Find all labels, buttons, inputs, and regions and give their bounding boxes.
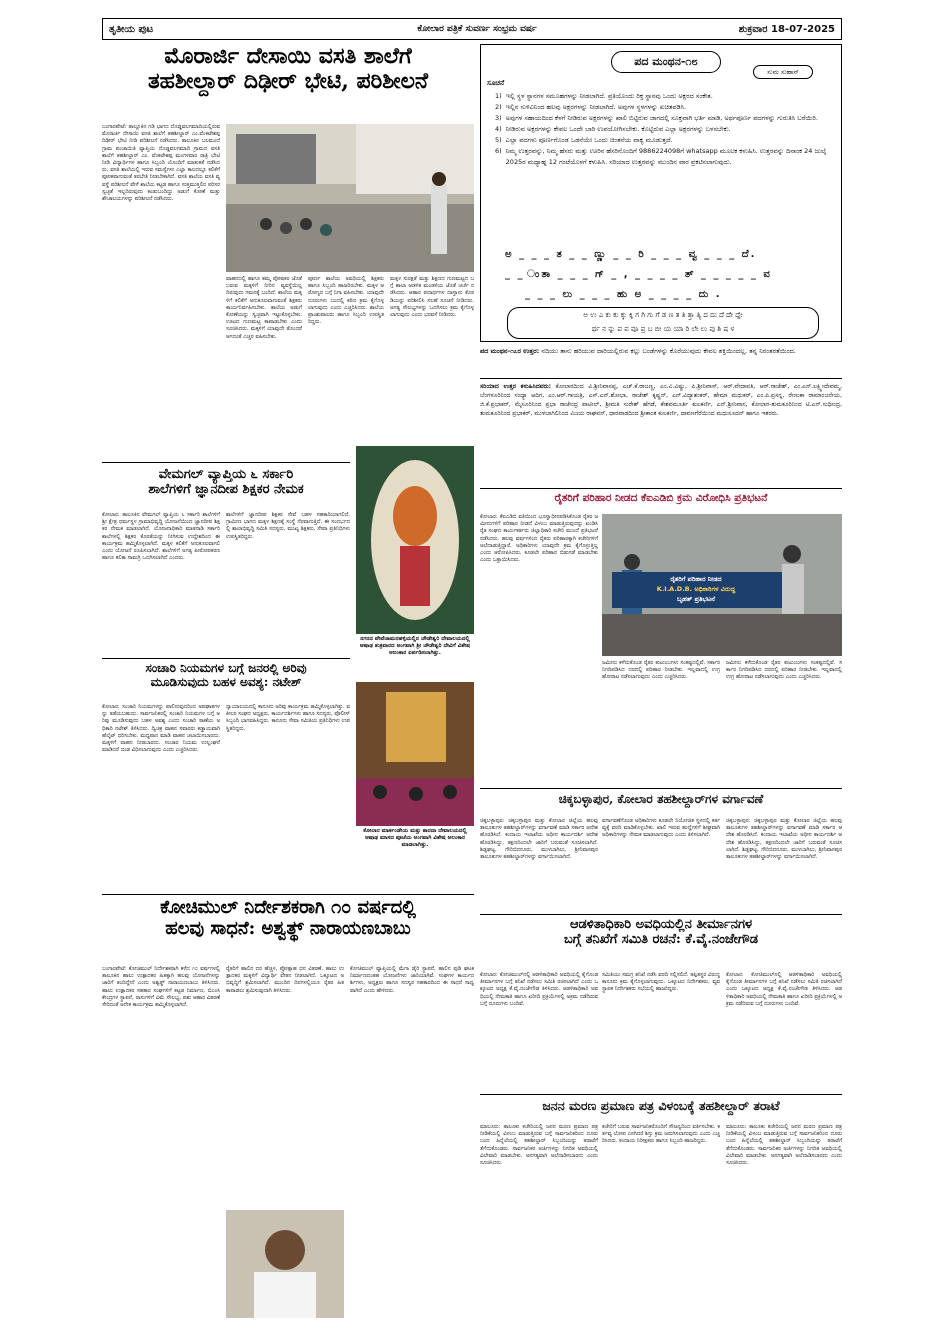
puzzle-box [480,44,842,342]
banner-line3: ಬೃಹತ್ ಪ್ರತಿಭಟನೆ [677,595,715,603]
lead-headline [102,44,474,120]
puzzle-grid-row3: _ _ _ ಲು _ _ _ ಹು ಅ _ _ _ _ ದು . [525,289,722,300]
chikka-body2: ವರ್ಗಾವಣೆಗೊಂಡ ಅಧಿಕಾರಿಗಳು ಕೂಡಲೇ ನಿಯೋಜಿತ ಸ್ಥಳದಲ್ಲಿ ಕರ್ತವ್ಯಕ್ಕೆ ವರದಿ ಮಾಡಿಕೊಳ್ಳಬೇಕು. ಖಾಲಿ ಇರುವ ಹುದ್ದೆಗಳಿಗೆ ಶೀಘ್ರವಾಗಿ ಅಧಿಕಾರಿಗಳನ್ನು ನೇಮಕ ಮಾಡಲಾಗುವುದು ಎಂದು ತಿಳಿಸಲಾಗಿದೆ. [602,818,720,839]
puzzle-rule: 6) ನಿಮ್ಮ ಉತ್ತರವನ್ನು, ನಿಮ್ಮ ಹೆಸರು ಮತ್ತು ಊರಿನ ಹೆಸರಿನೊಂದಿಗೆ 9886224098ಗೆ whatsapp ಮೂಲಕ ಕಳುಹಿಸಿ. ಉತ್ತರವನ್ನು ದಿನಾಂಕ 24 ಜುಲೈ 2025ರ ಮಧ್ಯಾಹ್ನ 12 ಗಂಟೆಯೊಳಗೆ ಕಳುಹಿಸಿ. ಸರಿಯಾದ ಉತ್ತರವನ್ನು ಮುಂದಿನ ವಾರ ಪ್ರಕಟಿಸಲಾಗುವುದು. [495,147,827,166]
chikka-title: ಚಿಕ್ಕಬಳ್ಳಾಪುರ, ಕೋಲಾರ ತಹಶೀಲ್ದಾರ್‌ಗಳ ವರ್ಗಾವಣೆ [558,792,764,806]
farmers-body: ಕೋಲಾರ: ಕೆಐಎಡಿಬಿ ವತಿಯಿಂದ ಭೂಸ್ವಾಧೀನಪಡಿಸಿಕೊಂಡ ರೈತರ ಜಮೀನುಗಳಿಗೆ ಪರಿಹಾರ ನೀಡದೆ ವಿಳಂಬ ಮಾಡುತ್ತಿರುವುದನ್ನು ಖಂಡಿಸಿ ರೈತ ಸಂಘದ ಕಾರ್ಯಕರ್ತರು ಜಿಲ್ಲಾಧಿಕಾರಿ ಕಚೇರಿ ಮುಂದೆ ಪ್ರತಿಭಟನೆ ನಡೆಸಿದರು. ಹಲವು ವರ್ಷಗಳಿಂದ ರೈತರು ಪರಿಹಾರಕ್ಕಾಗಿ ಕಚೇರಿಗಳಿಗೆ ಅಲೆದಾಡುತ್ತಿದ್ದಾರೆ. ಅಧಿಕಾರಿಗಳು ಯಾವುದೇ ಕ್ರಮ ಕೈಗೊಳ್ಳುತ್ತಿಲ್ಲ ಎಂದು ಆರೋಪಿಸಿದರು. ಕೂಡಲೇ ಪರಿಹಾರ ಬಿಡುಗಡೆ ಮಾಡಬೇಕು ಎಂದು ಒತ್ತಾಯಿಸಿದರು. [480,514,598,564]
lead-body-col2: ವಾಹನದಲ್ಲಿ ಹಾಗೂ ತಮ್ಮ ಪೋಷಕರ ಜೊತೆ ಬರುವ ಮಕ್ಕಳಿಗೆ ನೀರಿನ ವ್ಯವಸ್ಥೆಯಿಲ್ಲದಿರುವುದು ಗಮನಕ್ಕೆ ಬಂದಿದೆ. ಶಾಲೆಯ ಮಕ್ಕಳಿಗೆ ಕಲಿಕೆಗೆ ಅನುಕೂಲವಾಗುವಂತೆ ಶಿಕ್ಷಕರು ಕಾರ್ಯನಿರ್ವಹಿಸಬೇಕು. ಶಾಲೆಯ ಅಡುಗೆ ಕೋಣೆಯನ್ನು ಸ್ವಚ್ಛವಾಗಿ ಇಟ್ಟುಕೊಳ್ಳಬೇಕು. ಊಟದ ಗುಣಮಟ್ಟ ಕಾಪಾಡಬೇಕು ಎಂದು ಸೂಚಿಸಿದರು. ಮಕ್ಕಳಿಗೆ ಯಾವುದೇ ತೊಂದರೆ ಆಗದಂತೆ ಎಚ್ಚರ ವಹಿಸಬೇಕು. [226,276,302,340]
lead-title-line2: ತಹಶೀಲ್ದಾರ್ ದಿಢೀರ್ ಭೇಟಿ, ಪರಿಶೀಲನೆ [148,68,428,95]
puzzle-rule: 3) ಅವುಗಳ ಸಹಾಯದಿಂದ ಕೆಳಗೆ ನೀಡಿರುವ ಅಕ್ಷರಗಳನ್ನು ಖಾಲಿ ಬಿಟ್ಟಿರುವ ಜಾಗದಲ್ಲಿ ಸೂಕ್ತವಾಗಿ ಭರ್ತಿ ಮಾಡಿ, ಅರ್ಥಪೂರ್ಣ ಪದಗಳನ್ನು ಗುರುತಿಸಿ ಬರೆಯಿರಿ. [495,114,818,122]
lead-photo [226,124,474,272]
adalita-title-line2: ಬಗ್ಗೆ ತನಿಖೆಗೆ ಸಮಿತಿ ರಚನೆ: ಕೆ.ವೈ.ನಂಜೇಗೌಡ [564,931,758,947]
puzzle-grid-row1: ಅ _ _ _ ತ _ _ ಣ್ಣು _ _ ರಿ _ _ _ ವ್ವ _ _ _ ದೆ. [505,249,757,260]
temple-photo [356,446,474,634]
school-visit-photo-icon [226,124,474,272]
adalita-body: ಕೋಲಾರ: ಕೋಚಿಮುಲ್‌ನಲ್ಲಿ ಆಡಳಿತಾಧಿಕಾರಿ ಅವಧಿಯಲ್ಲಿ ಕೈಗೊಂಡ ತೀರ್ಮಾನಗಳ ಬಗ್ಗೆ ತನಿಖೆ ನಡೆಸಲು ಸಮಿತಿ ರಚಿಸಲಾಗಿದೆ ಎಂದು ಒಕ್ಕೂಟದ ಅಧ್ಯಕ್ಷ ಕೆ.ವೈ.ನಂಜೇಗೌಡ ತಿಳಿಸಿದರು. ಆಡಳಿತಾಧಿಕಾರಿ ಅವಧಿಯಲ್ಲಿ ನೇಮಕಾತಿ ಹಾಗೂ ಖರೀದಿ ಪ್ರಕ್ರಿಯೆಗಳಲ್ಲಿ ಅಕ್ರಮ ನಡೆದಿರುವ ಬಗ್ಗೆ ದೂರುಗಳು ಬಂದಿವೆ. [480,972,598,1007]
sanchari-body2: ನ್ಯಾಯಾಲಯದಲ್ಲಿ ಕಾನೂನು ಅರಿವು ಕಾರ್ಯಕ್ರಮ ಹಮ್ಮಿಕೊಳ್ಳಲಾಗಿತ್ತು. ವಕೀಲರ ಸಂಘದ ಅಧ್ಯಕ್ಷರು, ಕಾರ್ಯದರ್ಶಿಗಳು ಹಾಗೂ ಸದಸ್ಯರು, ಪೊಲೀಸ್ ಸಿಬ್ಬಂದಿ ಭಾಗವಹಿಸಿದ್ದರು. ಕಾನೂನು ಸೇವಾ ಸಮಿತಿಯ ಪ್ರತಿನಿಧಿಗಳು ಉಪಸ್ಥಿತರಿದ್ದರು. [226,704,350,732]
puzzle-notes-label: ಸೂಚನೆ [487,79,505,87]
vemagal-title-line1: ವೇಮಗಲ್ ವ್ಯಾಪ್ತಿಯ ೬ ಸರ್ಕಾರಿ [158,467,294,482]
adalita-title-line1: ಆಡಳಿತಾಧಿಕಾರಿ ಅವಧಿಯಲ್ಲಿನ ತೀರ್ಮಾನಗಳ [569,917,753,932]
sanchari-title-line2: ಮೂಡಿಸುವುದು ಬಹಳ ಅವಶ್ಯ: ನಟೇಶ್ [150,674,302,689]
puzzle-rule: 5) ಎಲ್ಲಾ ಪದಗಳು ಪೂರ್ಣಗೊಂಡ ಒಡನೆಯೇ ಒಂದು ಚಿಂತನೆಯ ವಾಕ್ಯ ಮೂಡುತ್ತದೆ. [495,136,673,144]
temple-caption: ನಗರದ ಪೇಟೆಚಾಮನಹಳ್ಳಿಯಲ್ಲಿನ ಚೌಡೇಶ್ವರಿ ದೇವಾಲಯದಲ್ಲಿ ಆಷಾಢ ಶುಕ್ರವಾರದ ಅಂಗವಾಗಿ ಶ್ರೀ ಚೌಡೇಶ್ವರಿ ದೇವಿಗೆ ವಿಶೇಷ ಅಲಂಕಾರ ಏರ್ಪಡಿಸಲಾಗಿತ್ತು. [359,636,471,656]
page-header [102,18,842,40]
adalita-body3: ಕೋಲಾರ: ಕೋಚಿಮುಲ್‌ನಲ್ಲಿ ಆಡಳಿತಾಧಿಕಾರಿ ಅವಧಿಯಲ್ಲಿ ಕೈಗೊಂಡ ತೀರ್ಮಾನಗಳ ಬಗ್ಗೆ ತನಿಖೆ ನಡೆಸಲು ಸಮಿತಿ ರಚಿಸಲಾಗಿದೆ ಎಂದು ಒಕ್ಕೂಟದ ಅಧ್ಯಕ್ಷ ಕೆ.ವೈ.ನಂಜೇಗೌಡ ತಿಳಿಸಿದರು. ಆಡಳಿತಾಧಿಕಾರಿ ಅವಧಿಯಲ್ಲಿ ನೇಮಕಾತಿ ಹಾಗೂ ಖರೀದಿ ಪ್ರಕ್ರಿಯೆಗಳಲ್ಲಿ ಅಕ್ರಮ ನಡೆದಿರುವ ಬಗ್ಗೆ ದೂರುಗಳು ಬಂದಿವೆ. [726,972,842,1007]
banner-line1: ರೈತರಿಗೆ ಪರಿಹಾರ ನೀಡದ [670,575,722,583]
paper-tagline: ಕೋಲಾರ ಪತ್ರಿಕೆ ಸುವರ್ಣ ಸಂಭ್ರಮ ವರ್ಷ [417,24,537,34]
adalita-body2: ಸಮಿತಿಯು ಸಮಗ್ರ ತನಿಖೆ ನಡೆಸಿ ವರದಿ ಸಲ್ಲಿಸಲಿದೆ. ತಪ್ಪಿತಸ್ಥರ ವಿರುದ್ಧ ಕಾನೂನು ಕ್ರಮ ಕೈಗೊಳ್ಳಲಾಗುವುದು. ಒಕ್ಕೂಟದ ನಿರ್ದೇಶಕರು, ವ್ಯವಸ್ಥಾಪಕ ನಿರ್ದೇಶಕರು ಸಭೆಯಲ್ಲಿ ಹಾಜರಿದ್ದರು. [602,972,720,993]
janana-body: ಮಾಲೂರು: ತಾಲೂಕು ಕಚೇರಿಯಲ್ಲಿ ಜನನ ಮರಣ ಪ್ರಮಾಣ ಪತ್ರ ನೀಡಿಕೆಯಲ್ಲಿ ವಿಳಂಬ ಮಾಡುತ್ತಿರುವ ಬಗ್ಗೆ ಸಾರ್ವಜನಿಕರಿಂದ ದೂರು ಬಂದ ಹಿನ್ನೆಲೆಯಲ್ಲಿ ತಹಶೀಲ್ದಾರ್ ಸಿಬ್ಬಂದಿಯನ್ನು ತರಾಟೆಗೆ ತೆಗೆದುಕೊಂಡರು. ಸಾರ್ವಜನಿಕರ ಅರ್ಜಿಗಳನ್ನು ನಿಗದಿತ ಅವಧಿಯಲ್ಲಿ ವಿಲೇವಾರಿ ಮಾಡಬೇಕು. ಅನಗತ್ಯವಾಗಿ ಅಲೆದಾಡಿಸಬಾರದು ಎಂದು ಸೂಚಿಸಿದರು. [480,1124,598,1167]
chikka-body: ಚಿಕ್ಕಬಳ್ಳಾಪುರ: ಚಿಕ್ಕಬಳ್ಳಾಪುರ ಮತ್ತು ಕೋಲಾರ ಜಿಲ್ಲೆಯ ಹಲವು ತಾಲೂಕುಗಳ ತಹಶೀಲ್ದಾರ್‌ಗಳನ್ನು ವರ್ಗಾವಣೆ ಮಾಡಿ ಸರ್ಕಾರ ಆದೇಶ ಹೊರಡಿಸಿದೆ. ಕಂದಾಯ ಇಲಾಖೆಯ ಅಧೀನ ಕಾರ್ಯದರ್ಶಿ ಆದೇಶ ಹೊರಡಿಸಿದ್ದು, ತಕ್ಷಣದಿಂದಲೇ ಜಾರಿಗೆ ಬರುವಂತೆ ಸೂಚಿಸಲಾಗಿದೆ. ಶಿಡ್ಲಘಟ್ಟ, ಗೌರಿಬಿದನೂರು, ಮುಳಬಾಗಿಲು, ಶ್ರೀನಿವಾಸಪುರ ತಾಲೂಕುಗಳ ತಹಶೀಲ್ದಾರ್‌ಗಳನ್ನು ವರ್ಗಾಯಿಸಲಾಗಿದೆ. [480,818,598,861]
portrait-icon [226,1210,344,1318]
janana-body3: ಮಾಲೂರು: ತಾಲೂಕು ಕಚೇರಿಯಲ್ಲಿ ಜನನ ಮರಣ ಪ್ರಮಾಣ ಪತ್ರ ನೀಡಿಕೆಯಲ್ಲಿ ವಿಳಂಬ ಮಾಡುತ್ತಿರುವ ಬಗ್ಗೆ ಸಾರ್ವಜನಿಕರಿಂದ ದೂರು ಬಂದ ಹಿನ್ನೆಲೆಯಲ್ಲಿ ತಹಶೀಲ್ದಾರ್ ಸಿಬ್ಬಂದಿಯನ್ನು ತರಾಟೆಗೆ ತೆಗೆದುಕೊಂಡರು. ಸಾರ್ವಜನಿಕರ ಅರ್ಜಿಗಳನ್ನು ನಿಗದಿತ ಅವಧಿಯಲ್ಲಿ ವಿಲೇವಾರಿ ಮಾಡಬೇಕು. ಅನಗತ್ಯವಾಗಿ ಅಲೆದಾಡಿಸಬಾರದು ಎಂದು ಸೂಚಿಸಿದರು. [726,1124,842,1167]
puzzle-title: ಪದ ಮಂಥನ-೧೮ [611,51,721,73]
puzzle-letters-row2: ರ್ಥ ನ ನ್ನು ಪ ಪ ವೂ ಪ್ರ ಬ ಬೀ ಯ ಯಾ ರಿ ಲೇ ಲು ವು ಶಿ ಷ ಳ [591,325,735,333]
winners-label: ಸರಿಯಾದ ಉತ್ತರ ಕಳುಹಿಸಿದವರು: [480,383,552,390]
lead-body-col3: ಪೂರ್ಣ ಶಾಲೆಯ ಅವಧಿಯಲ್ಲಿ ಶಿಕ್ಷಕರು ಹಾಗೂ ಸಿಬ್ಬಂದಿ ಹಾಜರಿರಬೇಕು. ಮಕ್ಕಳ ಆರೋಗ್ಯದ ಬಗ್ಗೆ ನಿಗಾ ವಹಿಸಬೇಕು. ಯಾವುದೇ ದೂರುಗಳು ಬಂದಲ್ಲಿ ಕಠಿಣ ಕ್ರಮ ಕೈಗೊಳ್ಳಲಾಗುವುದು ಎಂದು ಎಚ್ಚರಿಸಿದರು. ಶಾಲೆಯ ಪ್ರಾಂಶುಪಾಲರು ಹಾಗೂ ಸಿಬ್ಬಂದಿ ಉಪಸ್ಥಿತರಿದ್ದರು. [308,276,384,326]
puzzle-rule: 4) ನೀಡಿರುವ ಅಕ್ಷರಗಳನ್ನು ಕೇವಲ ಒಂದೇ ಬಾರಿ ಉಪಯೋಗಿಸಬೇಕು. ಕೊಟ್ಟಿರುವ ಎಲ್ಲಾ ಅಕ್ಷರಗಳನ್ನು ಬಳಸಬೇಕು. [495,125,731,133]
puzzle-letters [507,307,819,339]
vemagal-body-b: ಶಾಲೆಗಳಿಗೆ ಜ್ಞಾನದೀಪ ಶಿಕ್ಷಕರ ಸೇವೆ ಬಹಳ ಸಹಕಾರಿಯಾಗಲಿದೆ. ಗ್ರಾಮೀಣ ಭಾಗದ ಮಕ್ಕಳ ಶಿಕ್ಷಣಕ್ಕೆ ಸಂಸ್ಥೆ ನೆರವಾಗುತ್ತಿದೆ. ಈ ಸಂದರ್ಭದಲ್ಲಿ ಶಾಲಾಭಿವೃದ್ಧಿ ಸಮಿತಿ ಸದಸ್ಯರು, ಮುಖ್ಯ ಶಿಕ್ಷಕರು, ಸೇವಾ ಪ್ರತಿನಿಧಿಗಳು ಉಪಸ್ಥಿತರಿದ್ದರು. [226,512,350,540]
prev-answer [480,346,842,376]
janana-body2: ಕಚೇರಿಗೆ ಬರುವ ಸಾರ್ವಜನಿಕರೊಂದಿಗೆ ಸೌಜನ್ಯದಿಂದ ವರ್ತಿಸಬೇಕು. ಕರ್ತವ್ಯ ಲೋಪ ಎಸಗಿದರೆ ಶಿಸ್ತು ಕ್ರಮ ಜರುಗಿಸಲಾಗುವುದು ಎಂದು ಎಚ್ಚರಿಸಿದರು. ಕಂದಾಯ ನಿರೀಕ್ಷಕರು ಹಾಗೂ ಸಿಬ್ಬಂದಿ ಹಾಜರಿದ್ದರು. [602,1124,720,1145]
puja-photo [356,682,474,826]
farmers-photo [602,514,842,656]
temple-puja-icon [356,682,474,826]
lead-body-col4: ಮಕ್ಕಳ ಸುರಕ್ಷತೆ ಮತ್ತು ಶಿಕ್ಷಣದ ಗುಣಮಟ್ಟದ ಬಗ್ಗೆ ಶಾಲಾ ಆಡಳಿತ ಮಂಡಳಿಯ ಜೊತೆ ಚರ್ಚೆ ನಡೆಸಿದರು. ಆಹಾರ ಪದಾರ್ಥಗಳ ದಾಸ್ತಾನು ಕೊಠಡಿಯನ್ನು ಪರಿಶೀಲಿಸಿ ಸಲಹೆ ಸೂಚನೆ ನೀಡಿದರು. ಅಗತ್ಯ ಸೌಲಭ್ಯಗಳನ್ನು ಒದಗಿಸಲು ಕ್ರಮ ಕೈಗೊಳ್ಳಲಾಗುವುದು ಎಂದು ಭರವಸೆ ನೀಡಿದರು. [390,276,474,319]
koti-title-line1: ಕೋಚಿಮುಲ್ ನಿರ್ದೇಶಕರಾಗಿ ೧೦ ವರ್ಷದಲ್ಲಿ [160,897,416,918]
koti-body-a: ಬಂಗಾರಪೇಟೆ: ಕೋಚಿಮುಲ್ ನಿರ್ದೇಶಕರಾಗಿ ಕಳೆದ ೧೦ ವರ್ಷಗಳಲ್ಲಿ ತಾಲೂಕಿನ ಹಾಲು ಉತ್ಪಾದಕರ ಹಿತಕ್ಕಾಗಿ ಹಲವು ಯೋಜನೆಗಳನ್ನು ಜಾರಿಗೆ ತಂದಿದ್ದೇನೆ ಎಂದು ಅಶ್ವತ್ಥ್ ನಾರಾಯಣಬಾಬು ತಿಳಿಸಿದರು. ಹಾಲು ಉತ್ಪಾದಕರ ಸಹಕಾರ ಸಂಘಗಳಿಗೆ ಕಟ್ಟಡ ನಿರ್ಮಾಣ, ಬಿಎಂಸಿ ಕೇಂದ್ರಗಳ ಸ್ಥಾಪನೆ, ರಾಸುಗಳಿಗೆ ವಿಮೆ ಸೌಲಭ್ಯ, ಪಶು ಆಹಾರ ವಿತರಣೆ ಸೇರಿದಂತೆ ಅನೇಕ ಕಾರ್ಯಕ್ರಮ ಹಮ್ಮಿಕೊಳ್ಳಲಾಗಿದೆ. [102,966,220,1009]
lead-body-col1: ಬಂಗಾರಪೇಟೆ: ತಾಲ್ಲೂಕಿನ ಗಡಿ ಭಾಗದ ದೊಡ್ಡವಲಗಮಾದಿಯಲ್ಲಿರುವ ಮೊರಾರ್ಜಿ ದೇಸಾಯಿ ವಸತಿ ಶಾಲೆಗೆ ತಹಶೀಲ್ದಾರ್ ಎಂ.ವೆಂಕಟೇಶಪ್ಪ ದಿಢೀರ್ ಭೇಟಿ ನೀಡಿ ಪರಿಶೀಲನೆ ನಡೆಸಿದರು. ತಾಲೂಕಿನ ಬಲಮಂದೆ ಗ್ರಾಮ ಪಂಚಾಯಿತಿ ವ್ಯಾಪ್ತಿಯ ದೊಡ್ಡವಲಗಮಾದಿ ಗ್ರಾಮದ ವಸತಿ ಶಾಲೆಗೆ ತಹಶೀಲ್ದಾರ್ ಎಂ. ವೆಂಕಟೇಶಪ್ಪ ಮಂಗಳವಾರ ರಾತ್ರಿ ಭೇಟಿ ನೀಡಿ ವಿದ್ಯಾರ್ಥಿಗಳ ಹಾಗೂ ಸಿಬ್ಬಂದಿ ಯೊಂದಿಗೆ ಮಾತುಕತೆ ನಡೆಸಿದರು. ವಸತಿ ಶಾಲೆಯಲ್ಲಿ ಇರುವ ಸಮಸ್ಯೆಗಳು ಎಲ್ಲಾ ಕಾಲದಲ್ಲೂ ಕಲಿಕೆಗೆ ಪೂರಕವಾಗುವಂತೆ ತರಬೇತಿ ನೀಡಬೇಕಾಗಿದೆ. ವಸತಿ ಶಾಲೆಯ ವಸತಿ ವ್ಯವಸ್ಥೆ ಪರಿಶೀಲನೆ ವೇಳೆ ಶಾಲೆಯ ಕಟ್ಟಡ ಹಾಗೂ ಸುತ್ತಮುತ್ತಲಿನ ಪರಿಸರ ಸ್ವಚ್ಛತೆ ಇಲ್ಲದಿರುವುದು ಕಂಡುಬಂದಿದ್ದು ಅಡುಗೆ ಕೋಣೆ ಮತ್ತು ಶೌಚಾಲಯಗಳನ್ನು ಪರಿಶೀಲನೆ ನಡೆಸಿದರು. [102,124,220,203]
page-label: ತೃತೀಯ ಪುಟ [109,23,154,35]
protest-banner [616,574,776,604]
prev-answer-text: ನದಿಯು ತಾನು ಹರಿಯುವ ದಾರಿಯಲ್ಲಿರುವ ಕಲ್ಲು ಬಂಡೆಗಳನ್ನು ಕೊರೆಯುವುದು ಕೇವಲ ಶಕ್ತಿಯಿಂದಲ್ಲ, ತನ್ನ ನಿರಂತರತೆಯಿಂದ. [541,347,796,355]
sanchari-headline [102,662,350,700]
sanchari-body: ಕೋಲಾರ: ಸಂಚಾರಿ ನಿಯಮಗಳನ್ನು ಪಾಲಿಸುವುದರಿಂದ ಅಪಘಾತಗಳನ್ನು ತಡೆಯಬಹುದು. ಸಾರ್ವಜನಿಕರಲ್ಲಿ ಸಂಚಾರಿ ನಿಯಮಗಳ ಬಗ್ಗೆ ಅರಿವು ಮೂಡಿಸುವುದು ಬಹಳ ಅವಶ್ಯ ಎಂದು ಸಂಚಾರಿ ಠಾಣೆಯ ಅಧಿಕಾರಿ ನಟೇಶ್ ತಿಳಿಸಿದರು. ದ್ವಿಚಕ್ರ ವಾಹನ ಸವಾರರು ಕಡ್ಡಾಯವಾಗಿ ಹೆಲ್ಮೆಟ್ ಧರಿಸಬೇಕು. ಮಧ್ಯಪಾನ ಮಾಡಿ ವಾಹನ ಚಲಾಯಿಸಬಾರದು. ಮಕ್ಕಳಿಗೆ ವಾಹನ ನೀಡಬಾರದು. ಸಂಚಾರ ನಿಯಮ ಉಲ್ಲಂಘನೆ ಮಾಡಿದರೆ ದಂಡ ವಿಧಿಸಲಾಗುವುದು ಎಂದು ಎಚ್ಚರಿಸಿದರು. [102,704,220,754]
koti-body-c: ಕೋಚಿಮುಲ್ ವ್ಯಾಪ್ತಿಯಲ್ಲಿ ಮೆಗಾ ಡೈರಿ ಸ್ಥಾಪನೆ, ಹಾಲಿನ ಪುಡಿ ಘಟಕ ನಿರ್ಮಾಣದಂತಹ ಯೋಜನೆಗಳು ಜಾರಿಯಾಗಿವೆ. ಸಂಘಗಳ ಕಾರ್ಯದರ್ಶಿಗಳು, ಅಧ್ಯಕ್ಷರು ಹಾಗೂ ಸದಸ್ಯರ ಸಹಕಾರದಿಂದ ಈ ಸಾಧನೆ ಸಾಧ್ಯವಾಗಿದೆ ಎಂದು ಹೇಳಿದರು. [350,966,474,994]
koti-photo [226,1210,344,1318]
koti-title-line2: ಹಲವು ಸಾಧನೆ: ಅಶ್ವತ್ಥ್ ನಾರಾಯಣಬಾಬು [165,917,411,939]
page-date: ಶುಕ್ರವಾರ 18-07-2025 [738,23,835,35]
puzzle-rule: 2) ಇಲ್ಲಿನ ಸುಳಿವಿನಿಂದ ಹಲವು ಅಕ್ಷರಗಳನ್ನು ನೀಡಲಾಗಿದೆ. ಅವುಗಳ ಸ್ಥಳಗಳನ್ನು ಖಚಿತಪಡಿಸಿ. [495,103,687,111]
banner-line2: K.I.A.D.B. ಅಧಿಕಾರಿಗಳ ವಿರುದ್ಧ [656,585,736,593]
goddess-idol-icon [356,446,474,634]
puja-caption: ಕೋಲಾರ ಮಾರ್ಕಂಡೇಯ ಮತ್ತು ಶಾರದಾ ದೇವಾಲಯದಲ್ಲಿ ಆಷಾಢ ಮಾಸದ ಪೂಜೆಯ ಅಂಗವಾಗಿ ವಿಶೇಷ ಅಲಂಕಾರ ಮಾಡಲಾಗಿತ್ತು. [363,828,467,848]
farmers-body2-a: ಜಮೀನು ಕಳೆದುಕೊಂಡ ರೈತರ ಕುಟುಂಬಗಳು ಸಂಕಷ್ಟದಲ್ಲಿವೆ. ಸರ್ಕಾರ ನಿಗದಿಪಡಿಸಿದ ದರದಲ್ಲಿ ಪರಿಹಾರ ನೀಡಬೇಕು. ಇಲ್ಲವಾದಲ್ಲಿ ಉಗ್ರ ಹೋರಾಟ ನಡೆಸಲಾಗುವುದು ಎಂದು ಎಚ್ಚರಿಸಿದರು. [602,660,720,681]
janana-title: ಜನನ ಮರಣ ಪ್ರಮಾಣ ಪತ್ರ ವಿಳಂಬಕ್ಕೆ ತಹಶೀಲ್ದಾರ್ ತರಾಟೆ [542,1098,780,1113]
vemagal-title-line2: ಶಾಲೆಗಳಿಗೆ ಜ್ಞಾನದೀಪ ಶಿಕ್ಷಕರ ನೇಮಕ [148,481,304,497]
adalita-headline [480,918,842,966]
winners [480,382,842,484]
puzzle-author: ಸುಮ ಸುಹಾಸ್ [753,65,813,79]
chikka-body3: ಚಿಕ್ಕಬಳ್ಳಾಪುರ: ಚಿಕ್ಕಬಳ್ಳಾಪುರ ಮತ್ತು ಕೋಲಾರ ಜಿಲ್ಲೆಯ ಹಲವು ತಾಲೂಕುಗಳ ತಹಶೀಲ್ದಾರ್‌ಗಳನ್ನು ವರ್ಗಾವಣೆ ಮಾಡಿ ಸರ್ಕಾರ ಆದೇಶ ಹೊರಡಿಸಿದೆ. ಕಂದಾಯ ಇಲಾಖೆಯ ಅಧೀನ ಕಾರ್ಯದರ್ಶಿ ಆದೇಶ ಹೊರಡಿಸಿದ್ದು, ತಕ್ಷಣದಿಂದಲೇ ಜಾರಿಗೆ ಬರುವಂತೆ ಸೂಚಿಸಲಾಗಿದೆ. ಶಿಡ್ಲಘಟ್ಟ, ಗೌರಿಬಿದನೂರು, ಮುಳಬಾಗಿಲು, ಶ್ರೀನಿವಾಸಪುರ ತಾಲೂಕುಗಳ ತಹಶೀಲ್ದಾರ್‌ಗಳನ್ನು ವರ್ಗಾಯಿಸಲಾಗಿದೆ. [726,818,842,861]
puzzle-rules [495,91,831,168]
puzzle-letters-row1: ಅ ಉ ಎ ಕು ಕು ಕ್ಕು ಕ್ಕಿ ಗ ಗಿ ಗು ಗೆ ಡ ಣ ತ ತಿ ತ್ತಾ ತ್ಯಿ ದ ದು ದೆ ದೇ ದ್ದೇ [583,311,743,319]
lead-title-line1: ಮೊರಾರ್ಜಿ ದೇಸಾಯಿ ವಸತಿ ಶಾಲೆಗೆ [164,43,412,69]
koti-body-b: ರೈತರಿಗೆ ಹಾಲಿನ ದರ ಹೆಚ್ಚಳ, ಪ್ರೋತ್ಸಾಹ ಧನ ವಿತರಣೆ, ಹಾಲು ಉತ್ಪಾದಕರ ಮಕ್ಕಳಿಗೆ ವಿದ್ಯಾರ್ಥಿ ವೇತನ ನೀಡಲಾಗಿದೆ. ಒಕ್ಕೂಟದ ಅಭಿವೃದ್ಧಿಗೆ ಶ್ರಮಿಸಲಾಗಿದೆ. ಮುಂದಿನ ದಿನಗಳಲ್ಲಿಯೂ ರೈತರ ಹಿತ ಕಾಪಾಡಲು ಶ್ರಮಿಸುವುದಾಗಿ ತಿಳಿಸಿದರು. [226,966,344,994]
farmers-title: ರೈತರಿಗೆ ಪರಿಹಾರ ನೀಡದ ಕೆಐಎಡಿಬಿ ಕ್ರಮ ವಿರೋಧಿಸಿ ಪ್ರತಿಭಟನೆ [554,492,768,504]
koti-headline [102,898,474,960]
vemagal-headline [102,468,350,508]
puzzle-rule: 1) ಇಲ್ಲಿ ಸ್ಥಳ ಸ್ಥಾನಗಳ ಸಮೂಹಗಳನ್ನು ನೀಡಲಾಗಿದೆ. ಪ್ರತಿಯೊಂದು ರಿಕ್ತ ಸ್ಥಾನವು ಒಂದು ಅಕ್ಷರದ ಸಂಕೇತ. [495,92,713,100]
winners-text: ಕೋಲಾರದಿಂದ ವಿ.ಶ್ರೀನಿವಾಸಪ್ಪ, ಎಚ್.ಕೆ.ರಾಜಣ್ಣ, ಎಂ.ವಿ.ವಿಷ್ಣು, ಪಿ.ಶ್ರೀನಿವಾಸ್, ಆರ್.ವೇದಾವತಿ, ಆರ್.ರಾಜೇಶ್, ಎಂ.ಎನ್.ಲಕ್ಷ್ಮೀದೇವಮ್ಮ, ಬೆಂಗಳೂರಿನಿಂದ ಸಂಧ್ಯಾ ಆದಿಗ, ಎಂ.ಆರ್.ಗಾಯತ್ರಿ, ಎಸ್.ಎನ್.ಶೋಭಾ, ರಾಜೇಶ್ ಕೃಷ್ಣನ್, ಎನ್.ವಿದ್ಯಾಶಂಕರ್, ಹೇಮಾ ಮಧುಕರ್, ಎಂ.ಪಿ.ಪ್ರಸನ್ನ, ರೇಣುಕಾ ರಾಮಾಂಜನೇಯ, ಜಿ.ಕೆ.ಪ್ರಭಾಕರ್, ಮೈಸೂರಿನಿಂದ ಪ್ರಭಾ ರಾಜೇಂದ್ರ ಪಾಟೀಲ್, ಶ್ರೀಮತಿ ಸುರೇಶ್ ಹೆಗಡೆ, ಕೇಶವಮೂರ್ತಿ ಕುಲಕರ್ಣಿ, ಎನ್.ಶ್ರೀನಿವಾಸ, ಕೋಲಾರ-ತುಮಕೂರಿನಿಂದ ಟಿ.ಎನ್.ಸುಧೀಂದ್ರ, ತುಮಕೂರಿನಿಂದ ಪ್ರಭಾಕರ್, ಮುಳಬಾಗಿಲಿನಿಂದ ವಿಜಯ ರಾಘವನ್, ಧಾರವಾಡದಿಂದ ಶ್ರೀಕಾಂತ ಕುಲಕರ್ಣಿ, ದಾವಣಗೆರೆಯಿಂದ ಮಧುಸೂದನ್ ಹಾಗೂ ಇತರರು. [480,383,842,417]
sanchari-title-line1: ಸಂಚಾರಿ ನಿಯಮಗಳ ಬಗ್ಗೆ ಜನರಲ್ಲಿ ಅರಿವು [145,661,307,675]
puzzle-grid-row2: _ _ ಂತಾ _ _ _ ಗ್ _ , _ _ _ _ ತ್ _ _ _ _ _ ವ [505,269,772,280]
vemagal-body-a: ಕೋಲಾರ: ತಾಲೂಕಿನ ವೇಮಗಲ್ ವ್ಯಾಪ್ತಿಯ ೬ ಸರ್ಕಾರಿ ಶಾಲೆಗಳಿಗೆ ಶ್ರೀ ಕ್ಷೇತ್ರ ಧರ್ಮಸ್ಥಳ ಗ್ರಾಮಾಭಿವೃದ್ಧಿ ಯೋಜನೆಯಿಂದ ಜ್ಞಾನದೀಪ ಶಿಕ್ಷಕರ ನೇಮಕ ಮಾಡಲಾಗಿದೆ. ಯೋಜನಾಧಿಕಾರಿ ಮಾತನಾಡಿ ಸರ್ಕಾರಿ ಶಾಲೆಗಳಲ್ಲಿ ಶಿಕ್ಷಕರ ಕೊರತೆಯನ್ನು ನೀಗಿಸುವ ಉದ್ದೇಶದಿಂದ ಈ ಕಾರ್ಯಕ್ರಮ ಹಮ್ಮಿಕೊಳ್ಳಲಾಗಿದೆ. ಮಕ್ಕಳ ಕಲಿಕೆಗೆ ಅನುಕೂಲವಾಗಲಿ ಎಂದು ಯೋಜನೆ ರೂಪಿಸಲಾಗಿದೆ. ಶಾಲೆಗಳಿಗೆ ಅಗತ್ಯ ಪೀಠೋಪಕರಣ ಹಾಗೂ ಕಲಿಕಾ ಸಾಮಗ್ರಿ ಒದಗಿಸಲಾಗಿದೆ ಎಂದರು. [102,512,220,562]
farmers-body2-b: ಜಮೀನು ಕಳೆದುಕೊಂಡ ರೈತರ ಕುಟುಂಬಗಳು ಸಂಕಷ್ಟದಲ್ಲಿವೆ. ಸರ್ಕಾರ ನಿಗದಿಪಡಿಸಿದ ದರದಲ್ಲಿ ಪರಿಹಾರ ನೀಡಬೇಕು. ಇಲ್ಲವಾದಲ್ಲಿ ಉಗ್ರ ಹೋರಾಟ ನಡೆಸಲಾಗುವುದು ಎಂದು ಎಚ್ಚರಿಸಿದರು. [726,660,842,681]
prev-answer-label: ಪದ ಮಂಥನ-೧೭ರ ಉತ್ತರ: [480,347,540,355]
